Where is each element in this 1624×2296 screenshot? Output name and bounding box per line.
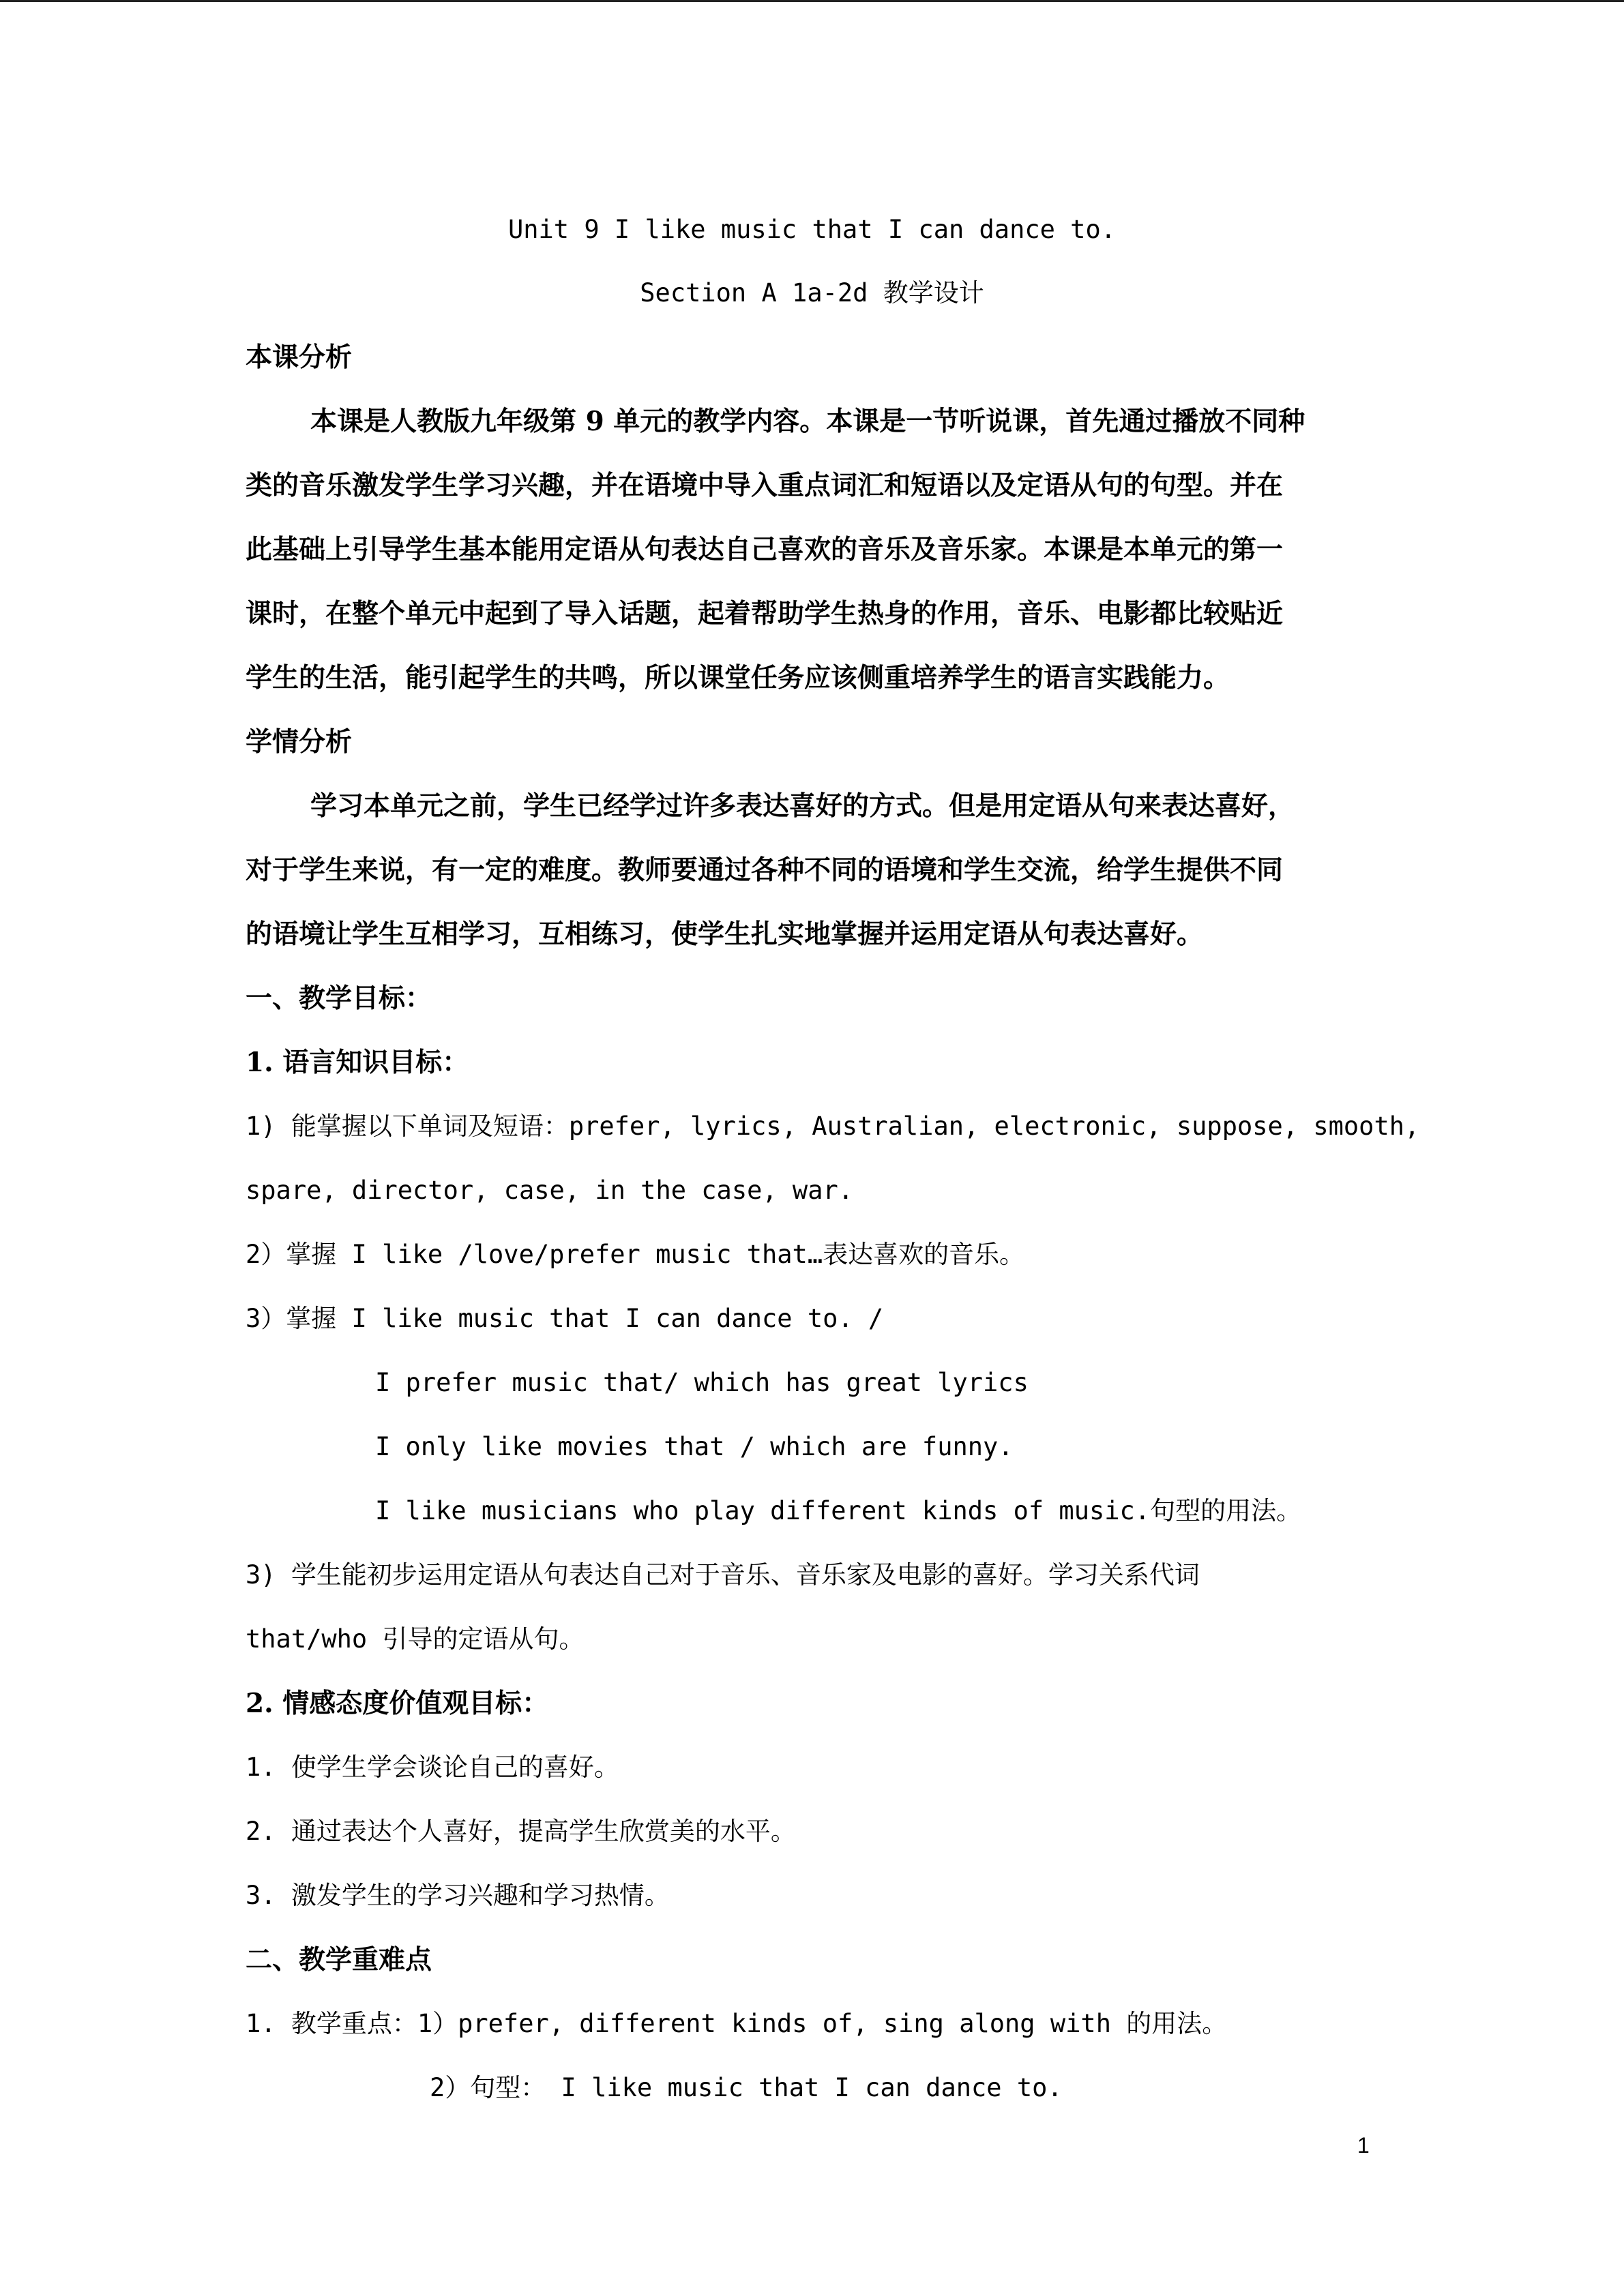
keypoint-item: 2）句型： I like music that I can dance to. <box>430 2073 1063 2102</box>
analysis-line: 类的音乐激发学生学习兴趣，并在语境中导入重点词汇和短语以及定语从句的句型。并在 <box>246 470 1284 501</box>
goal-item: 3）掌握 I like music that I can dance to. / <box>246 1304 884 1333</box>
keypoint-item: 1. 教学重点：1）prefer, different kinds of, sing along with 的用法。 <box>246 2009 1228 2038</box>
student-line: 对于学生来说，有一定的难度。教师要通过各种不同的语境和学生交流，给学生提供不同 <box>246 854 1284 886</box>
analysis-line: 学生的生活，能引起学生的共鸣，所以课堂任务应该侧重培养学生的语言实践能力。 <box>246 662 1230 694</box>
emotion-item: 1. 使学生学会谈论自己的喜好。 <box>246 1753 619 1782</box>
page-number: 1 <box>1357 2133 1370 2158</box>
document-subtitle: Section A 1a-2d 教学设计 <box>640 278 984 308</box>
subheading-emotion: 2. 情感态度价值观目标： <box>246 1688 549 1719</box>
section-heading-keypoints: 二、教学重难点 <box>246 1944 432 1976</box>
student-line: 学习本单元之前，学生已经学过许多表达喜好的方式。但是用定语从句来表达喜好， <box>310 790 1295 822</box>
analysis-line: 此基础上引导学生基本能用定语从句表达自己喜欢的音乐及音乐家。本课是本单元的第一 <box>246 534 1284 565</box>
analysis-line: 课时，在整个单元中起到了导入话题，起着帮助学生热身的作用，音乐、电影都比较贴近 <box>246 598 1284 629</box>
goal-item: 2）掌握 I like /love/prefer music that…表达喜欢的音乐。 <box>246 1240 1025 1269</box>
section-heading-analysis: 本课分析 <box>246 342 353 373</box>
goal-sentence: I prefer music that/ which has great lyrics <box>375 1368 1029 1397</box>
goal-item: spare, director, case, in the case, war. <box>246 1176 854 1205</box>
analysis-line: 本课是人教版九年级第 9 单元的教学内容。本课是一节听说课，首先通过播放不同种 <box>310 406 1305 437</box>
goal-item: 3) 学生能初步运用定语从句表达自己对于音乐、音乐家及电影的喜好。学习关系代词 <box>246 1560 1200 1590</box>
goal-sentence: I only like movies that / which are funny. <box>375 1432 1014 1461</box>
subheading-language: 1. 语言知识目标： <box>246 1047 469 1078</box>
student-line: 的语境让学生互相学习，互相练习，使学生扎实地掌握并运用定语从句表达喜好。 <box>246 919 1204 950</box>
goal-item: that/who 引导的定语从句。 <box>246 1624 585 1654</box>
goal-item: 1) 能掌握以下单词及短语：prefer, lyrics, Australian, electronic, suppose, smooth, <box>246 1112 1420 1141</box>
emotion-item: 3. 激发学生的学习兴趣和学习热情。 <box>246 1881 670 1910</box>
goal-sentence: I like musicians who play different kinds of music.句型的用法。 <box>375 1496 1302 1525</box>
emotion-item: 2. 通过表达个人喜好，提高学生欣赏美的水平。 <box>246 1817 796 1846</box>
section-heading-student: 学情分析 <box>246 726 353 758</box>
section-heading-goals: 一、教学目标： <box>246 983 432 1014</box>
top-border <box>0 0 1624 2</box>
document-title: Unit 9 I like music that I can dance to. <box>507 215 1117 244</box>
